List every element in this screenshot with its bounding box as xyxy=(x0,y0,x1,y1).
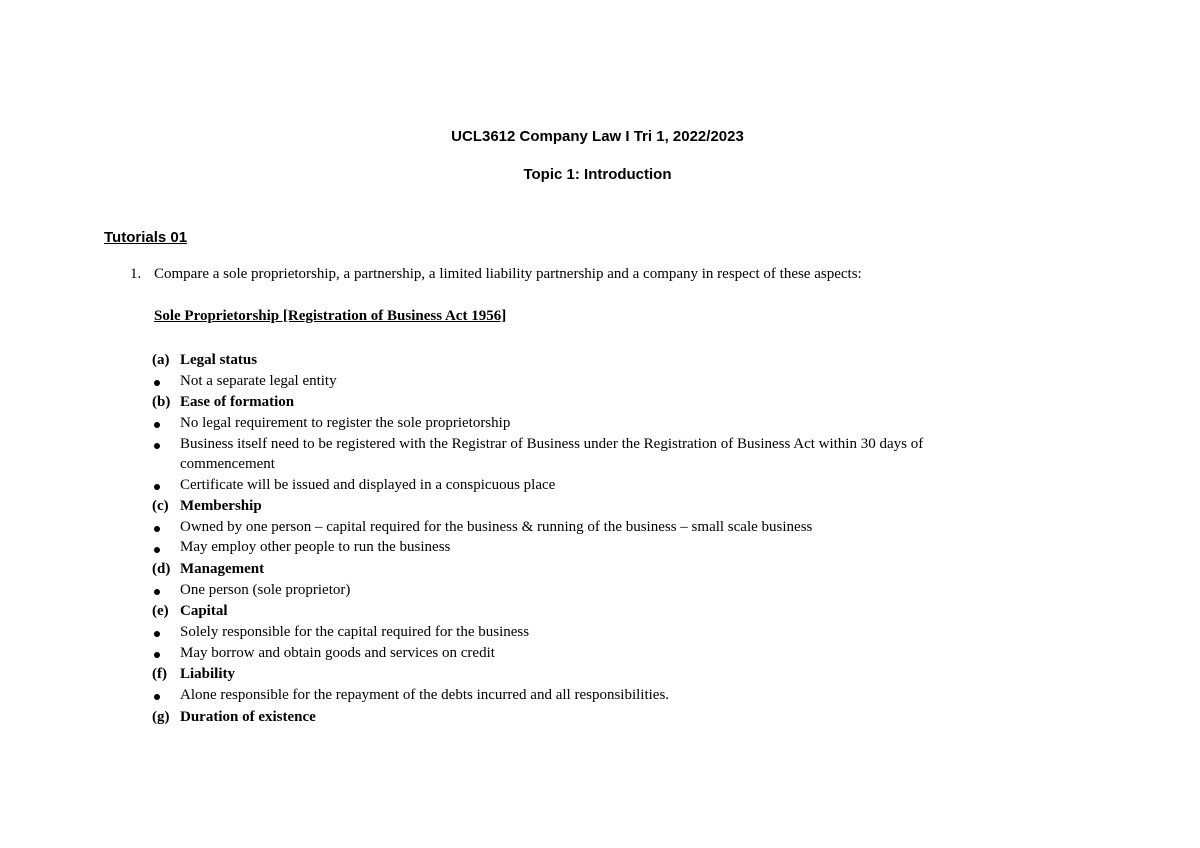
document-subtitle: Topic 1: Introduction xyxy=(523,166,672,183)
aspect-letter: (f) xyxy=(152,666,167,682)
bullet-icon xyxy=(154,694,160,700)
aspect-heading-liability: Liability xyxy=(180,666,236,682)
bullet-icon xyxy=(154,652,160,658)
aspect-letter: (g) xyxy=(152,709,170,725)
aspect-letter: (a) xyxy=(152,352,170,368)
aspect-letter: (d) xyxy=(152,561,171,577)
bullet-item: Solely responsible for the capital required for the business xyxy=(180,624,530,640)
aspect-heading-capital: Capital xyxy=(180,603,228,619)
bullet-item: Alone responsible for the repayment of the debts incurred and all responsibilities. xyxy=(180,687,670,703)
bullet-item: Business itself need to be registered with the Registrar of Business under the Registration of Business Act within 30 days of xyxy=(180,436,924,452)
bullet-item: One person (sole proprietor) xyxy=(180,582,351,598)
bullet-icon xyxy=(154,547,160,553)
bullet-item: May employ other people to run the business xyxy=(180,539,451,555)
bullet-item: May borrow and obtain goods and services on credit xyxy=(180,645,495,661)
aspect-heading-duration-of-existence: Duration of existence xyxy=(180,709,316,725)
aspect-letter: (e) xyxy=(152,603,169,619)
document-title: UCL3612 Company Law I Tri 1, 2022/2023 xyxy=(451,128,744,145)
bullet-icon xyxy=(154,443,160,449)
bullet-icon xyxy=(154,526,160,532)
aspect-heading-ease-of-formation: Ease of formation xyxy=(180,394,295,410)
bullet-item: Owned by one person – capital required for the business & running of the business – small scale business xyxy=(180,519,813,535)
bullet-item-continuation: commencement xyxy=(180,456,275,472)
aspect-heading-membership: Membership xyxy=(180,498,262,514)
aspect-heading-legal-status: Legal status xyxy=(180,352,258,368)
bullet-icon xyxy=(154,589,160,595)
question-number: 1. xyxy=(130,266,142,282)
bullet-icon xyxy=(154,422,160,428)
bullet-item: Not a separate legal entity xyxy=(180,373,337,389)
bullet-item: Certificate will be issued and displayed in a conspicuous place xyxy=(180,477,556,493)
bullet-icon xyxy=(154,484,160,490)
aspect-letter: (c) xyxy=(152,498,169,514)
bullet-item: No legal requirement to register the sole proprietorship xyxy=(180,415,511,431)
tutorial-heading: Tutorials 01 xyxy=(104,229,188,246)
bullet-icon xyxy=(154,631,160,637)
question-text: Compare a sole proprietorship, a partnership, a limited liability partnership and a company in respect of these aspects: xyxy=(154,266,862,282)
aspect-heading-management: Management xyxy=(180,561,265,577)
bullet-icon xyxy=(154,380,160,386)
section-heading: Sole Proprietorship [Registration of Business Act 1956] xyxy=(154,308,507,324)
aspect-letter: (b) xyxy=(152,394,171,410)
